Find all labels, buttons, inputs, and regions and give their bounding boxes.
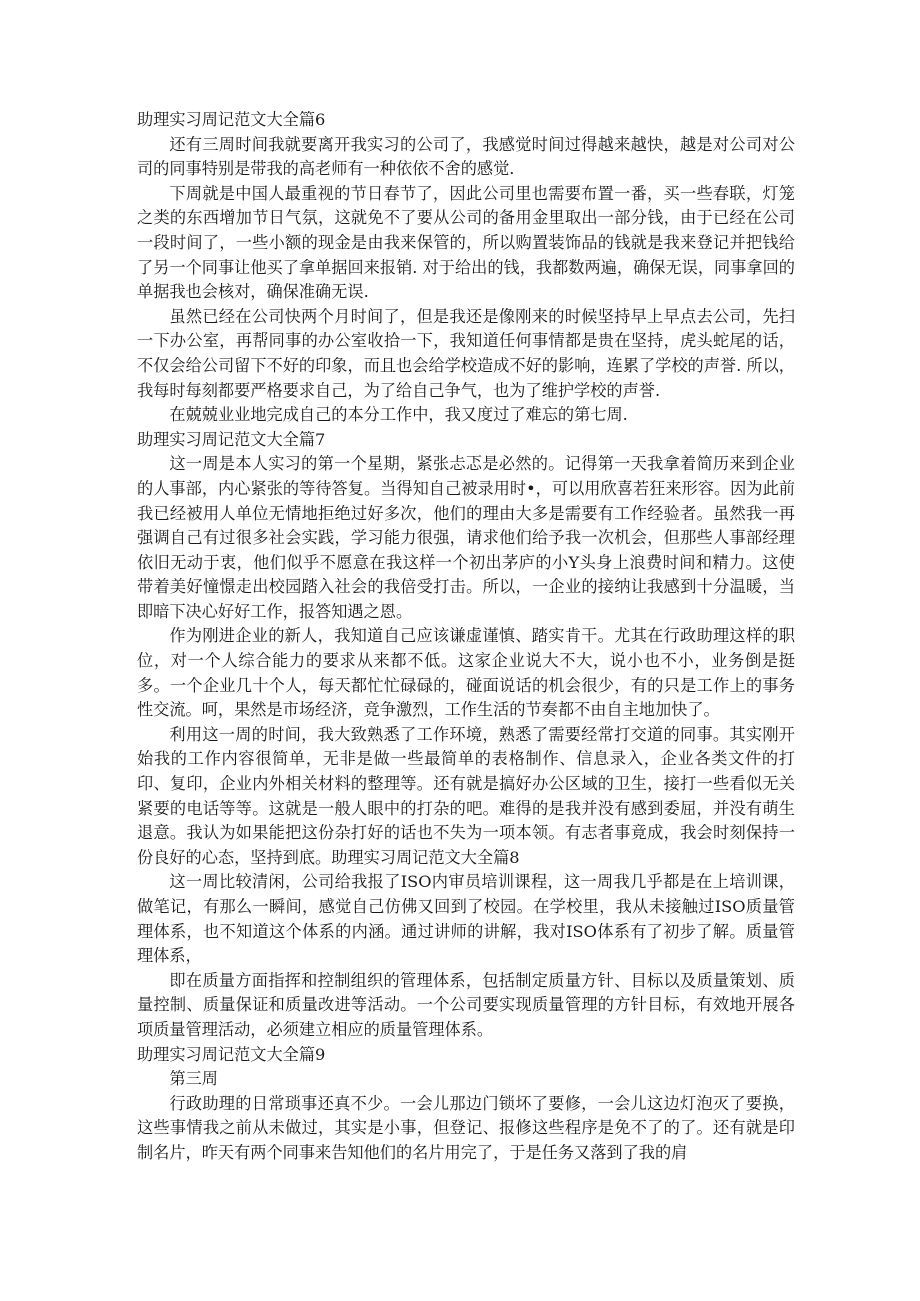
paragraph: 还有三周时间我就要离开我实习的公司了，我感觉时间过得越来越快，越是对公司对公司的同事特别是带我的高老师有一种依依不舍的感觉. (137, 134, 795, 179)
section-9 (137, 1043, 795, 1166)
section-7 (137, 428, 795, 1043)
document-body (137, 108, 795, 1166)
section-heading: 助理实习周记范文大全篇6 (137, 110, 326, 129)
paragraph: 虽然已经在公司快两个月时间了，但是我还是像刚来的时候坚持早上早点去公司，先扫一下办公室，再帮同事的办公室收拾一下，我知道任何事情都是贵在坚持，虎头蛇尾的话，不仅会给公司留下不好的印象，而且也会给学校造成不好的影响，连累了学校的声誉. 所以，我每时每刻都要严格要求自己，为了给自己争气，也为了维护学校的声誉. (137, 306, 795, 400)
paragraph: 在兢兢业业地完成自己的本分工作中，我又度过了难忘的第七周. (169, 405, 628, 425)
section-heading: 助理实习周记范文大全篇9 (137, 1044, 326, 1064)
paragraph: 行政助理的日常琐事还真不少。一会儿那边门锁坏了要修，一会儿这边灯泡灭了要换，这些事情我之前从未做过，其实是小事，但登记、报修这些程序是免不了的了。还有就是印制名片，昨天有两个同事来告知他们的名片用完了，于是任务又落到了我的肩 (137, 1093, 795, 1162)
paragraph: 第三周 (169, 1069, 218, 1089)
paragraph: 这一周是本人实习的第一个星期，紧张忐忑是必然的。记得第一天我拿着简历来到企业的人事部，内心紧张的等待答复。当得知自己被录用时•，可以用欣喜若狂来形容。因为此前我已经被用人单位无情地拒绝过好多次，他们的理由大多是需要有工作经验者。虽然我一再强调自己有过很多社会实践，学习能力很强，请求他们给予我一次机会，但那些人事部经理依旧无动于衷，他们似乎不愿意在我这样一个初出茅庐的小Y头身上浪费时间和精力。这使带着美好憧憬走出校园踏入社会的我倍受打击。所以，一企业的接纳让我感到十分温暖，当即暗下决心好好工作，报答知遇之恩。 (137, 454, 795, 621)
paragraph: 这一周比较清闲，公司给我报了ISO内审员培训课程，这一周我几乎都是在上培训课，做笔记，有那么一瞬间，感觉自己仿佛又回到了校园。在学校里，我从未接触过ISO质量管理体系，也不知道这个体系的内涵。通过讲师的讲解，我对ISO体系有了初步了解。质量管理体系， (137, 872, 795, 966)
section-6 (137, 108, 795, 428)
section-heading: 助理实习周记范文大全篇7 (137, 429, 326, 449)
paragraph: 作为刚进企业的新人，我知道自己应该谦虚谨慎、踏实肯干。尤其在行政助理这样的职位，对一个人综合能力的要求从来都不低。这家企业说大不大，说小也不小，业务倒是挺多。一个企业几十个人，每天都忙忙碌碌的，碰面说话的机会很少，有的只是工作上的事务性交流。呵，果然是市场经济，竞争激烈，工作生活的节奏都不由自主地加快了。 (137, 626, 795, 720)
paragraph: 即在质量方面指挥和控制组织的管理体系，包括制定质量方针、目标以及质量策划、质量控制、质量保证和质量改进等活动。一个公司要实现质量管理的方针目标，有效地开展各项质量管理活动，必须建立相应的质量管理体系。 (137, 970, 795, 1039)
paragraph: 利用这一周的时间，我大致熟悉了工作环境，熟悉了需要经常打交道的同事。其实刚开始我的工作内容很简单，无非是做一些最简单的表格制作、信息录入，企业各类文件的打印、复印，企业内外相关材料的整理等。还有就是搞好办公区域的卫生，接打一些看似无关紧要的电话等等。这就是一般人眼中的打杂的吧。难得的是我并没有感到委屈，并没有萌生退意。我认为如果能把这份杂打好的话也不失为一项本领。有志者事竟成，我会时刻保持一份良好的心态，坚持到底。助理实习周记范文大全篇8 (137, 724, 795, 867)
paragraph: 下周就是中国人最重视的节日春节了，因此公司里也需要布置一番，买一些春联，灯笼之类的东西增加节日气氛，这就免不了要从公司的备用金里取出一部分钱，由于已经在公司一段时间了，一些小额的现金是由我来保管的，所以购置装饰品的钱就是我来登记并把钱给了另一个同事让他买了拿单据回来报销. 对于给出的钱，我都数两遍，确保无误，同事拿回的单据我也会核对，确保准确无误. (137, 183, 795, 302)
